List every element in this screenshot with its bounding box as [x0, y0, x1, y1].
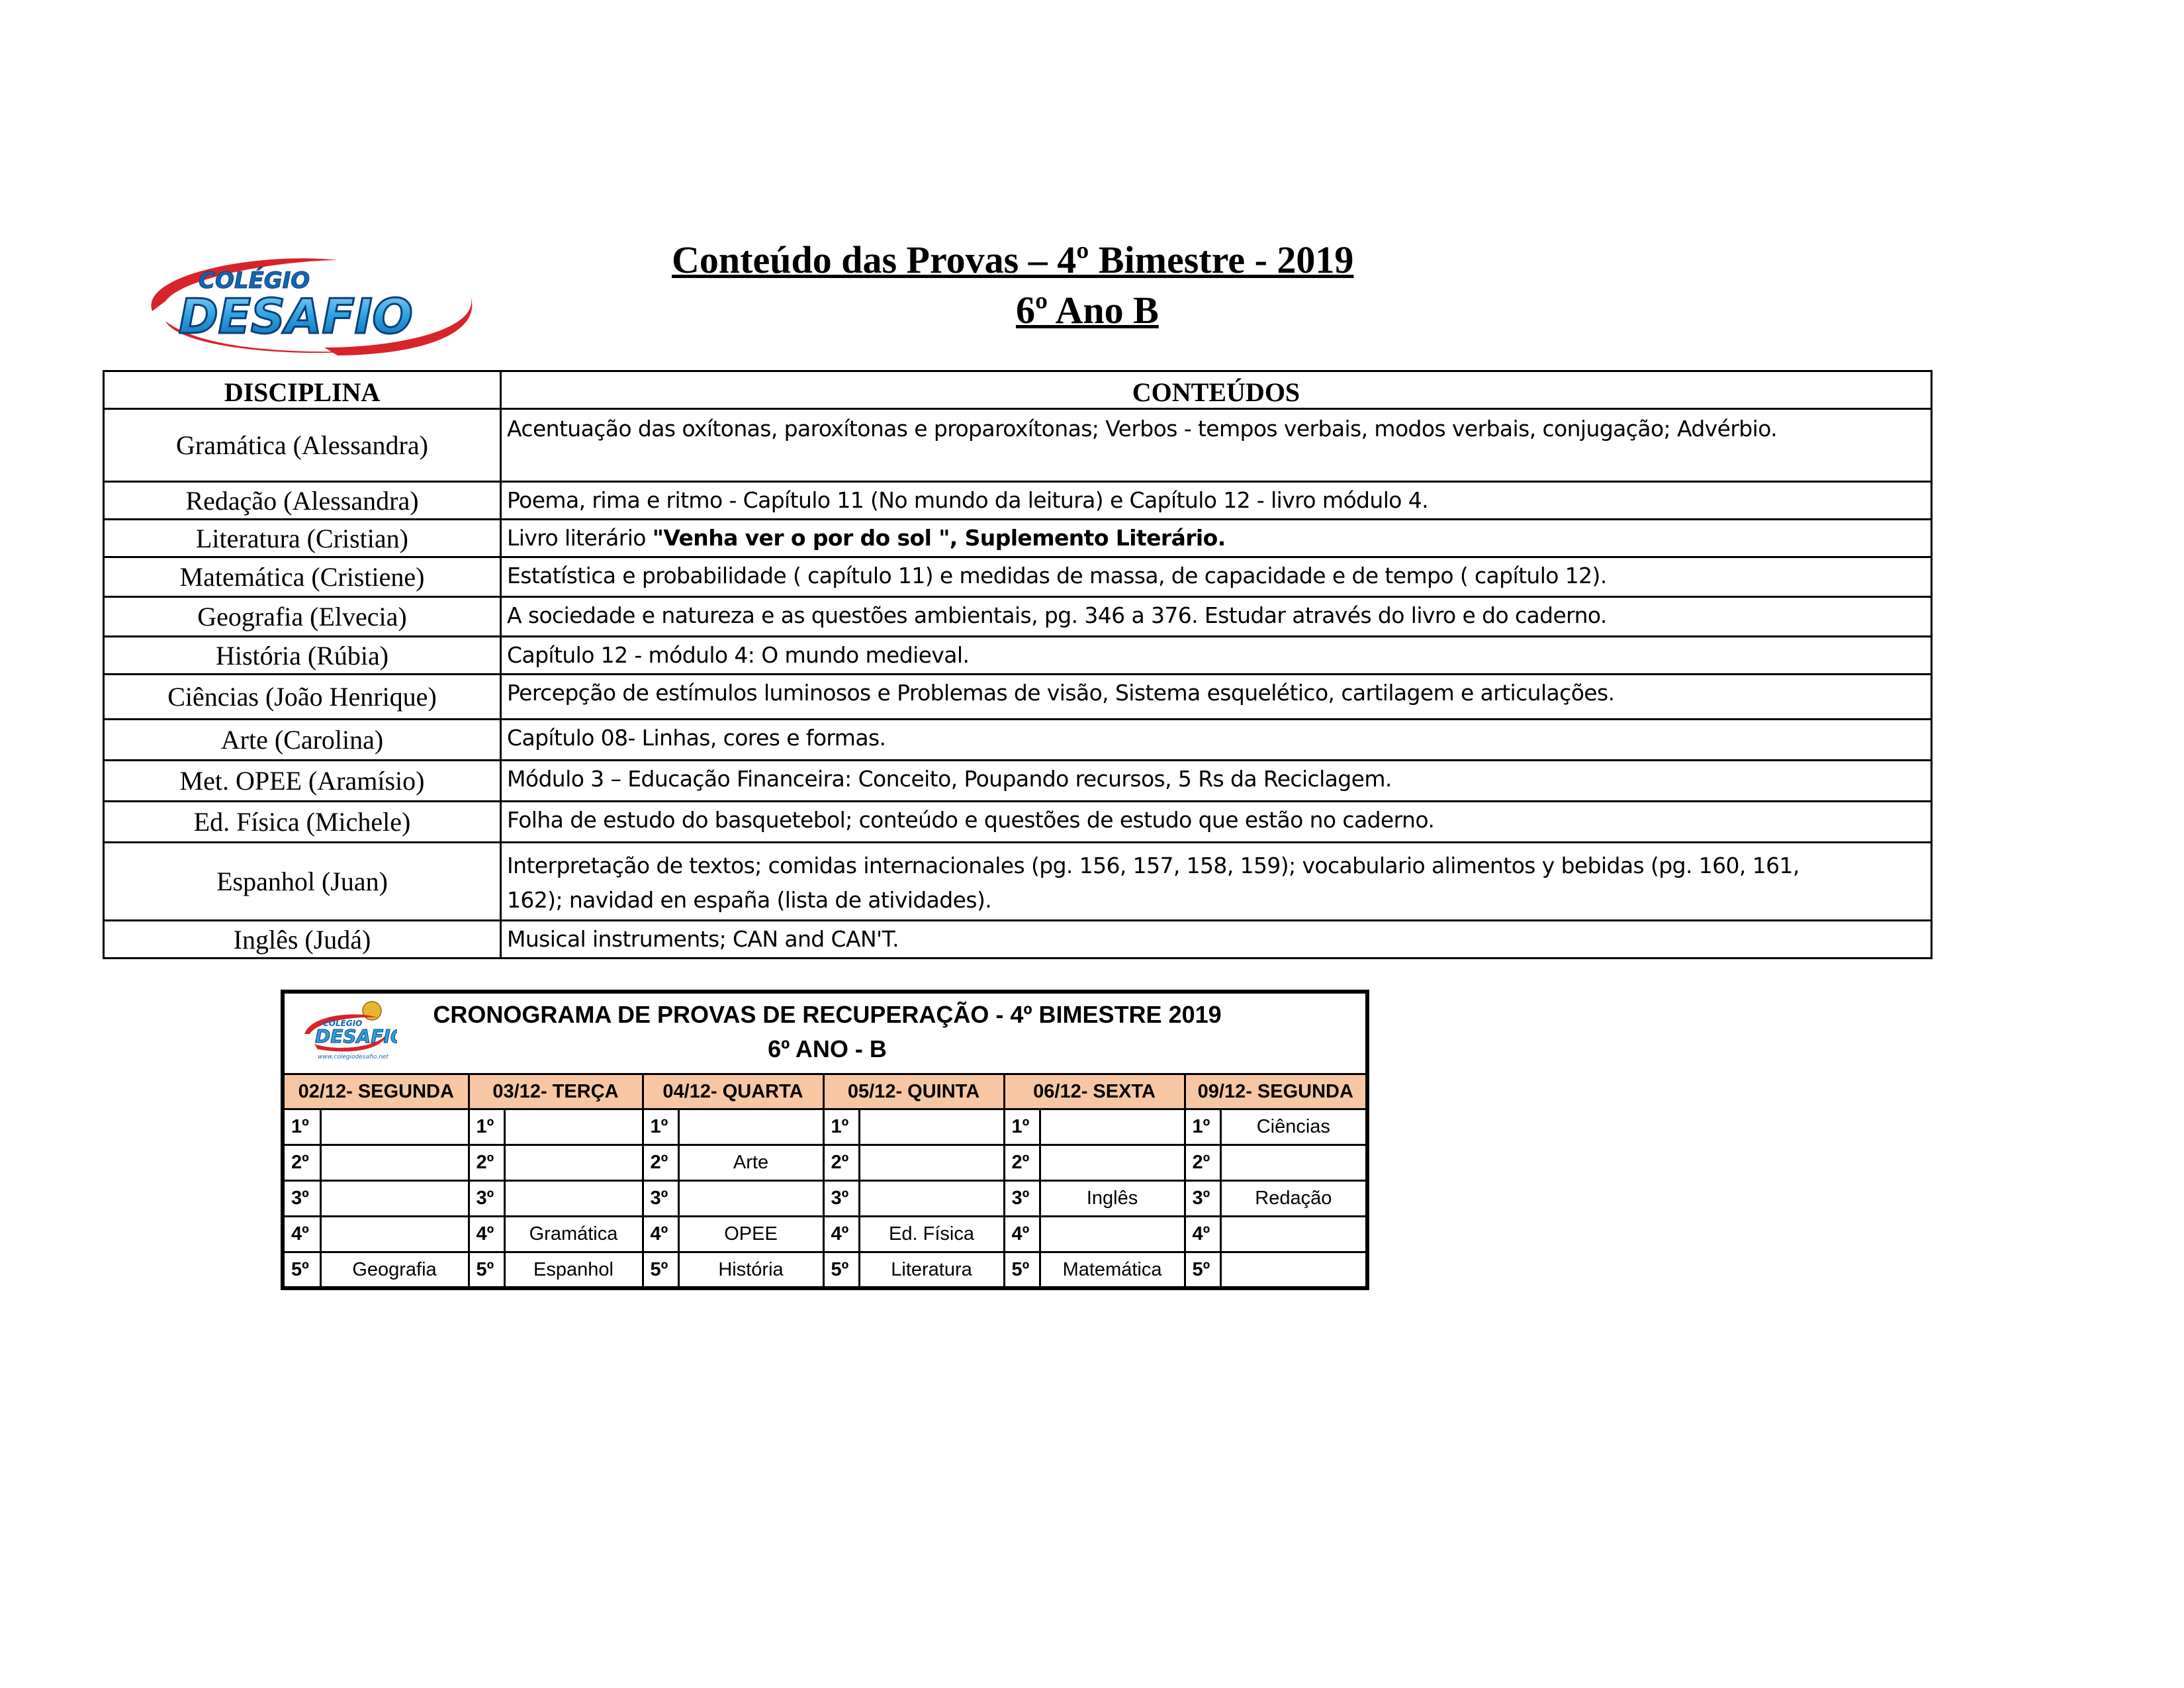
period-number: 2º [469, 1145, 504, 1181]
discipline-cell: Met. OPEE (Aramísio) [104, 761, 501, 802]
schedule-table [281, 990, 1369, 1290]
content-cell: Poema, rima e ritmo - Capítulo 11 (No mundo da leitura) e Capítulo 12 - livro módulo 4. [501, 482, 1932, 520]
table-row [104, 675, 1932, 720]
schedule-row [285, 1217, 1365, 1252]
discipline-cell: Espanhol (Juan) [104, 843, 501, 921]
schedule-grid [285, 1075, 1365, 1287]
exam-subject-cell [504, 1181, 643, 1217]
period-number: 2º [1185, 1145, 1220, 1181]
svg-text:DESAFIO: DESAFIO [315, 1025, 397, 1047]
exam-subject-cell [1040, 1145, 1185, 1181]
content-cell: Capítulo 08- Linhas, cores e formas. [501, 720, 1932, 761]
day-header: 05/12- QUINTA [823, 1075, 1004, 1109]
table-row [104, 482, 1932, 520]
exam-subject-cell [859, 1109, 1004, 1145]
schedule-logo [298, 998, 397, 1064]
schedule-row [285, 1252, 1365, 1288]
logo-line1: COLÉGIO [199, 267, 310, 294]
content-cell: Capítulo 12 - módulo 4: O mundo medieval. [501, 637, 1932, 675]
period-number: 3º [1004, 1181, 1040, 1217]
exam-subject-cell [1220, 1252, 1365, 1288]
period-number: 3º [1185, 1181, 1220, 1217]
schedule-title: CRONOGRAMA DE PROVAS DE RECUPERAÇÃO - 4º BIMESTRE 2019 [433, 1001, 1222, 1028]
content-line: Interpretação de textos; comidas internacionales (pg. 156, 157, 158, 159); vocabulario alimentos y bebidas (pg. 160, 161, [507, 853, 1799, 878]
content-cell [501, 843, 1932, 921]
discipline-cell: Ed. Física (Michele) [104, 802, 501, 843]
exam-subject-cell [320, 1145, 469, 1181]
table-row [104, 520, 1932, 557]
period-number: 1º [643, 1109, 678, 1145]
exam-subject-cell: Espanhol [504, 1252, 643, 1288]
exam-subject-cell [320, 1181, 469, 1217]
schedule-row [285, 1181, 1365, 1217]
discipline-cell: Gramática (Alessandra) [104, 409, 501, 482]
period-number: 4º [643, 1217, 678, 1252]
day-header: 04/12- QUARTA [643, 1075, 823, 1109]
discipline-cell: História (Rúbia) [104, 637, 501, 675]
exam-subject-cell [320, 1217, 469, 1252]
logo-line2: DESAFIO [179, 289, 413, 344]
period-number: 4º [1185, 1217, 1220, 1252]
period-number: 3º [469, 1181, 504, 1217]
period-number: 1º [1185, 1109, 1220, 1145]
exam-subject-cell: História [678, 1252, 823, 1288]
period-number: 2º [823, 1145, 859, 1181]
exam-subject-cell: Redação [1220, 1181, 1365, 1217]
period-number: 2º [285, 1145, 320, 1181]
content-cell [501, 409, 1932, 482]
exam-subject-cell: Ed. Física [859, 1217, 1004, 1252]
exam-subject-cell: Arte [678, 1145, 823, 1181]
header-disciplina: DISCIPLINA [104, 371, 501, 409]
table-row [104, 409, 1932, 482]
content-text-bold: "Venha ver o por do sol ", Suplemento Literário. [652, 525, 1226, 551]
day-header: 09/12- SEGUNDA [1185, 1075, 1365, 1109]
page-title: Conteúdo das Provas – 4º Bimestre - 2019 [672, 238, 1354, 281]
discipline-cell: Redação (Alessandra) [104, 482, 501, 520]
table-row [104, 921, 1932, 959]
exam-subject-cell: Matemática [1040, 1252, 1185, 1288]
discipline-cell: Arte (Carolina) [104, 720, 501, 761]
exam-subject-cell: Literatura [859, 1252, 1004, 1288]
discipline-cell: Matemática (Cristiene) [104, 557, 501, 597]
table-row [104, 802, 1932, 843]
exam-subject-cell [678, 1181, 823, 1217]
content-text: Acentuação das oxítonas, paroxítonas e proparoxítonas; Verbos - tempos verbais, modos verbais, conjugação; Advérbio. [507, 416, 1778, 442]
table-row [104, 843, 1932, 921]
discipline-cell: Geografia (Elvecia) [104, 597, 501, 637]
period-number: 3º [285, 1181, 320, 1217]
period-number: 3º [643, 1181, 678, 1217]
exam-subject-cell [504, 1109, 643, 1145]
schedule-days-row [285, 1075, 1365, 1109]
schedule-logo-caption: www.colegiodesafio.net [318, 1054, 388, 1060]
content-text: Livro literário [507, 525, 653, 551]
content-text [507, 843, 1931, 917]
page-title-block [516, 235, 1522, 336]
schedule-body [285, 1109, 1365, 1288]
period-number: 5º [1185, 1252, 1220, 1288]
exam-subject-cell: Ciências [1220, 1109, 1365, 1145]
schedule-header [285, 994, 1365, 1075]
period-number: 3º [823, 1181, 859, 1217]
schedule-row [285, 1109, 1365, 1145]
exam-subject-cell: Inglês [1040, 1181, 1185, 1217]
period-number: 4º [823, 1217, 859, 1252]
table-header-row [104, 371, 1932, 409]
content-cell: Módulo 3 – Educação Financeira: Conceito, Poupando recursos, 5 Rs da Reciclagem. [501, 761, 1932, 802]
period-number: 1º [469, 1109, 504, 1145]
table-row [104, 557, 1932, 597]
exam-subject-cell [859, 1145, 1004, 1181]
exam-subject-cell [1040, 1109, 1185, 1145]
content-cell: Estatística e probabilidade ( capítulo 11) e medidas de massa, de capacidade e de tempo ( capítulo 12). [501, 557, 1932, 597]
school-logo [126, 248, 486, 361]
period-number: 5º [643, 1252, 678, 1288]
schedule-subtitle: 6º ANO - B [768, 1035, 887, 1062]
exam-subject-cell [504, 1145, 643, 1181]
content-line: 162); navidad en españa (lista de atividades). [507, 887, 992, 913]
period-number: 4º [469, 1217, 504, 1252]
period-number: 2º [643, 1145, 678, 1181]
table-row [104, 761, 1932, 802]
period-number: 2º [1004, 1145, 1040, 1181]
content-table [103, 370, 1933, 959]
exam-subject-cell [320, 1109, 469, 1145]
content-cell: Musical instruments; CAN and CAN'T. [501, 921, 1932, 959]
period-number: 5º [285, 1252, 320, 1288]
page-subtitle: 6º Ano B [1016, 289, 1159, 332]
content-cell: A sociedade e natureza e as questões ambientais, pg. 346 a 376. Estudar através do livro e do caderno. [501, 597, 1932, 637]
header-conteudos: CONTEÚDOS [501, 371, 1932, 409]
discipline-cell: Ciências (João Henrique) [104, 675, 501, 720]
discipline-cell: Literatura (Cristian) [104, 520, 501, 557]
period-number: 1º [823, 1109, 859, 1145]
day-header: 06/12- SEXTA [1004, 1075, 1185, 1109]
content-cell: Folha de estudo do basquetebol; conteúdo e questões de estudo que estão no caderno. [501, 802, 1932, 843]
period-number: 5º [469, 1252, 504, 1288]
period-number: 1º [285, 1109, 320, 1145]
exam-subject-cell: Geografia [320, 1252, 469, 1288]
exam-subject-cell: OPEE [678, 1217, 823, 1252]
exam-subject-cell [678, 1109, 823, 1145]
period-number: 4º [285, 1217, 320, 1252]
schedule-row [285, 1145, 1365, 1181]
discipline-cell: Inglês (Judá) [104, 921, 501, 959]
period-number: 4º [1004, 1217, 1040, 1252]
exam-subject-cell [1220, 1217, 1365, 1252]
exam-subject-cell: Gramática [504, 1217, 643, 1252]
period-number: 5º [823, 1252, 859, 1288]
svg-text:COLÉGIO: COLÉGIO [323, 1019, 363, 1028]
day-header: 03/12- TERÇA [469, 1075, 643, 1109]
exam-subject-cell [1040, 1217, 1185, 1252]
table-row [104, 597, 1932, 637]
day-header: 02/12- SEGUNDA [285, 1075, 469, 1109]
period-number: 5º [1004, 1252, 1040, 1288]
content-cell: Percepção de estímulos luminosos e Problemas de visão, Sistema esquelético, cartilagem e articulações. [501, 675, 1932, 720]
table-row [104, 637, 1932, 675]
table-row [104, 720, 1932, 761]
exam-subject-cell [1220, 1145, 1365, 1181]
content-cell [501, 520, 1932, 557]
exam-subject-cell [859, 1181, 1004, 1217]
period-number: 1º [1004, 1109, 1040, 1145]
